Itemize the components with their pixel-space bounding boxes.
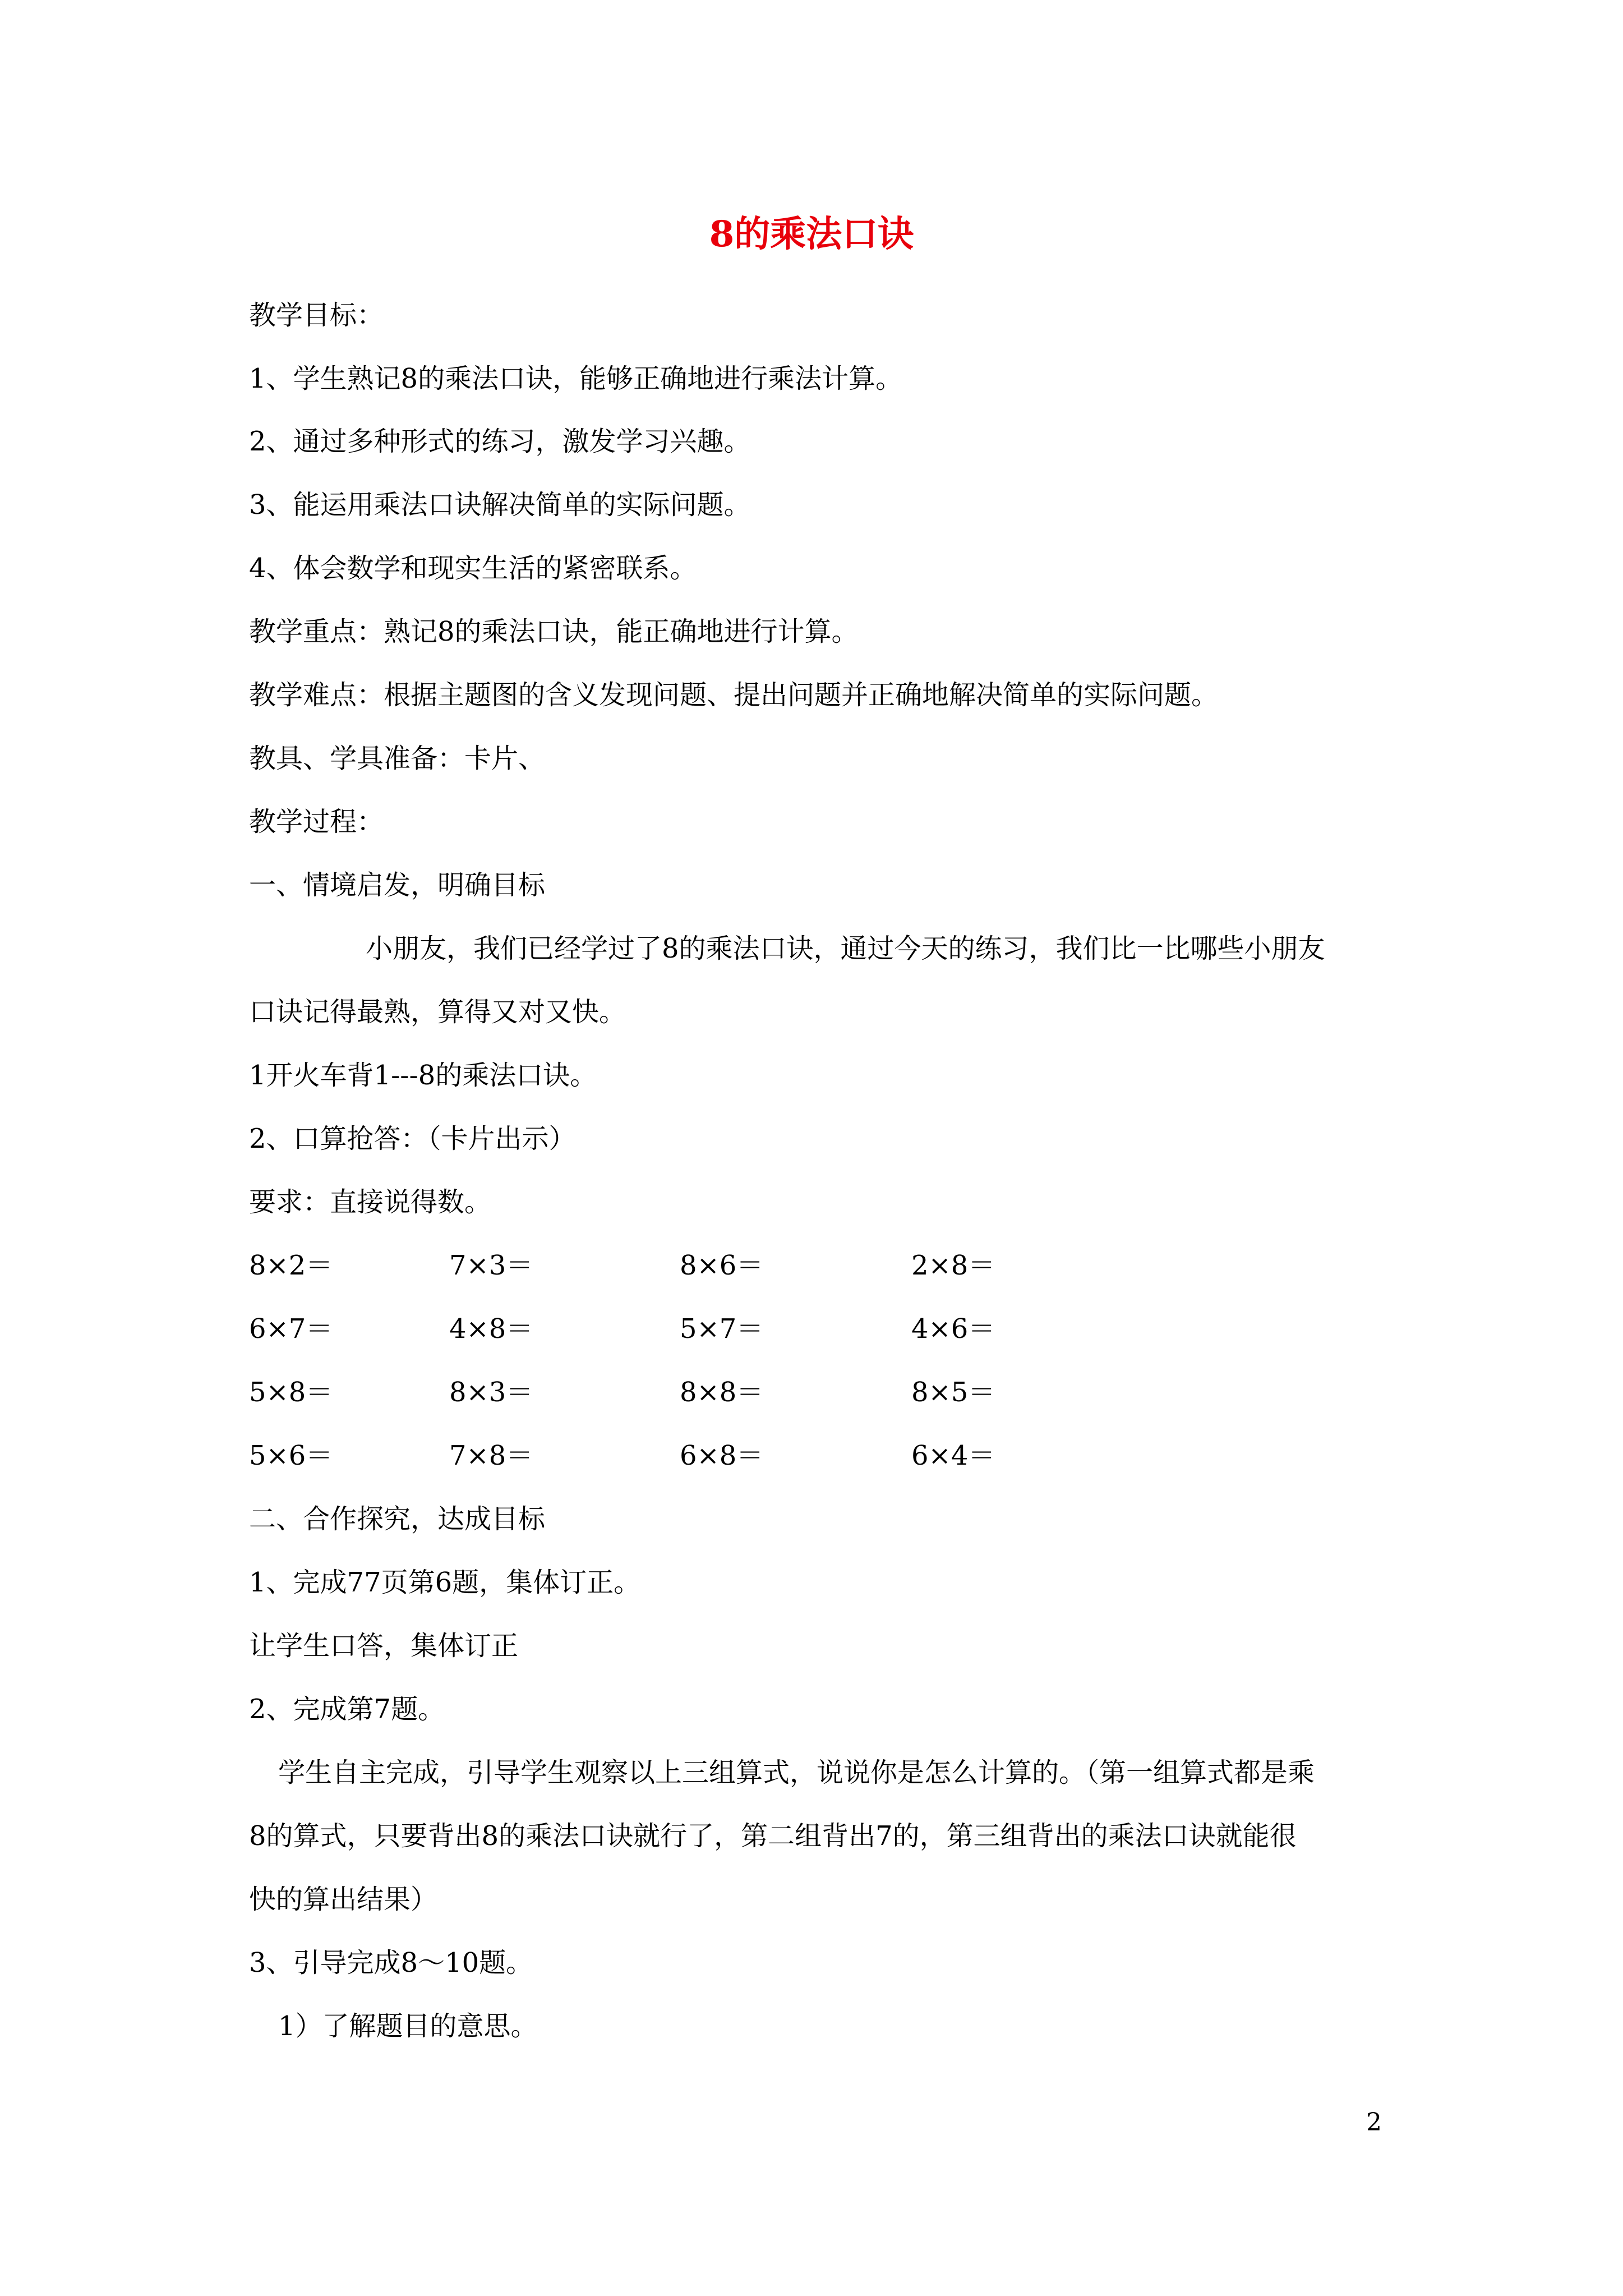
sub-item: 1）了解题目的意思。 — [278, 2010, 538, 2042]
teaching-aids: 教具、学具准备：卡片、 — [249, 743, 546, 774]
equation: 8×6＝ — [680, 1250, 764, 1281]
objective-item: 4、体会数学和现实生活的紧密联系。 — [249, 553, 697, 584]
equation: 5×8＝ — [249, 1377, 333, 1408]
paragraph-line: 快的算出结果） — [249, 1884, 438, 1915]
objective-item: 3、能运用乘法口诀解决简单的实际问题。 — [249, 489, 751, 521]
equation: 7×3＝ — [449, 1250, 533, 1281]
activity-item: 2、口算抢答：（卡片出示） — [249, 1123, 576, 1154]
equation: 4×8＝ — [449, 1313, 533, 1345]
requirement-line: 要求：直接说得数。 — [249, 1186, 492, 1218]
section-heading-objectives: 教学目标： — [249, 300, 384, 331]
equation: 4×6＝ — [911, 1313, 995, 1345]
equation: 6×8＝ — [680, 1440, 764, 1471]
key-point: 教学重点：熟记8的乘法口诀，能正确地进行计算。 — [249, 616, 859, 647]
objective-item: 1、学生熟记8的乘法口诀，能够正确地进行乘法计算。 — [249, 363, 903, 394]
equation: 7×8＝ — [449, 1440, 533, 1471]
equation: 6×4＝ — [911, 1440, 995, 1471]
equation: 5×7＝ — [680, 1313, 764, 1345]
paragraph-line: 8的算式，只要背出8的乘法口诀就行了，第二组背出7的，第三组背出的乘法口诀就能很 — [249, 1820, 1297, 1852]
equation: 2×8＝ — [911, 1250, 995, 1281]
part-heading: 一、情境启发，明确目标 — [249, 869, 546, 901]
equation: 5×6＝ — [249, 1440, 333, 1471]
part-heading: 二、合作探究，达成目标 — [249, 1503, 546, 1535]
paragraph-line: 口诀记得最熟，算得又对又快。 — [249, 996, 626, 1028]
paragraph-line: 小朋友，我们已经学过了8的乘法口诀，通过今天的练习，我们比一比哪些小朋友 — [366, 933, 1325, 964]
activity-item: 1开火车背1---8的乘法口诀。 — [249, 1060, 597, 1091]
equation: 8×8＝ — [680, 1377, 764, 1408]
difficult-point: 教学难点：根据主题图的含义发现问题、提出问题并正确地解决简单的实际问题。 — [249, 679, 1219, 711]
equation: 8×2＝ — [249, 1250, 333, 1281]
equation: 8×3＝ — [449, 1377, 533, 1408]
activity-item: 3、引导完成8～10题。 — [249, 1947, 533, 1978]
section-heading-process: 教学过程： — [249, 806, 384, 838]
equation: 6×7＝ — [249, 1313, 333, 1345]
page-number: 2 — [1366, 2108, 1382, 2137]
equation: 8×5＝ — [911, 1377, 995, 1408]
paragraph-line: 让学生口答，集体订正 — [249, 1630, 519, 1662]
activity-item: 2、完成第7题。 — [249, 1694, 445, 1725]
document-title: 8的乘法口诀 — [709, 213, 914, 255]
objective-item: 2、通过多种形式的练习，激发学习兴趣。 — [249, 426, 751, 457]
paragraph-line: 学生自主完成，引导学生观察以上三组算式，说说你是怎么计算的。（第一组算式都是乘 — [278, 1757, 1315, 1788]
activity-item: 1、完成77页第6题，集体订正。 — [249, 1567, 641, 1598]
